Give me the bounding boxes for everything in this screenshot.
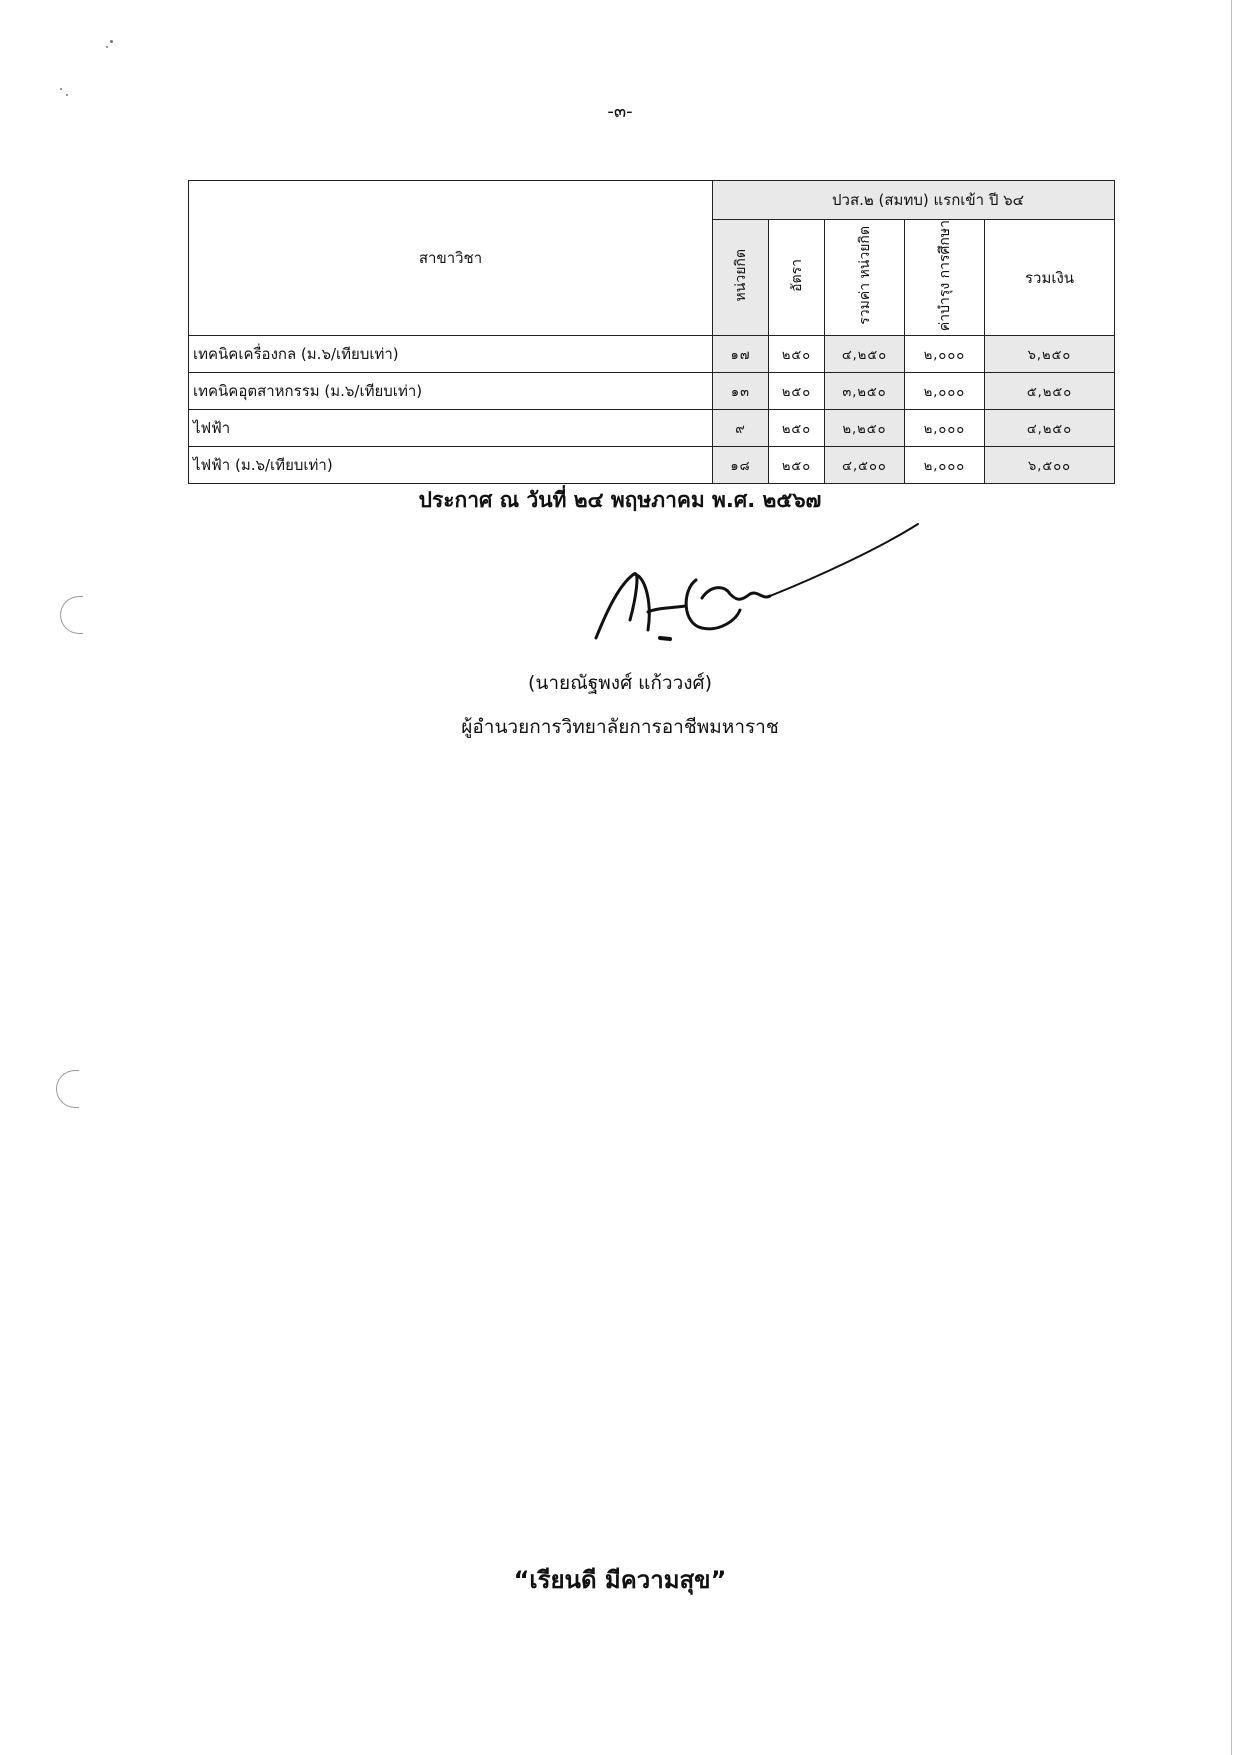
credits-cell: ๑๗ [713,336,769,373]
scan-speck [106,46,108,48]
announcement-date: ประกาศ ณ วันที่ ๒๔ พฤษภาคม พ.ศ. ๒๕๖๗ [418,488,822,512]
maintenance-column-header: ค่าบำรุง การศึกษา [905,220,985,336]
subject-cell: ไฟฟ้า (ม.๖/เทียบเท่า) [189,447,713,484]
motto: “เรียนดี มีความสุข” [513,1566,727,1594]
scan-speck [110,40,113,43]
maintenance-cell: ๒,๐๐๐ [905,336,985,373]
fee-table [188,180,1115,484]
maintenance-cell: ๒,๐๐๐ [905,410,985,447]
total-cell: ๔,๒๕๐ [985,410,1115,447]
credits-cell: ๙ [713,410,769,447]
credit-total-cell: ๔,๕๐๐ [825,447,905,484]
credits-cell: ๑๘ [713,447,769,484]
binder-hole-mark [56,1070,79,1108]
maintenance-cell: ๒,๐๐๐ [905,373,985,410]
binder-hole-mark [60,596,83,634]
table-row [189,336,1115,373]
rate-cell: ๒๕๐ [769,410,825,447]
credit-total-column-header: รวมค่า หน่วยกิต [825,220,905,336]
credits-cell: ๑๓ [713,373,769,410]
subject-column-header: สาขาวิชา [189,181,713,336]
table-row [189,447,1115,484]
total-column-header: รวมเงิน [985,220,1115,336]
rate-cell: ๒๕๐ [769,336,825,373]
total-cell: ๖,๕๐๐ [985,447,1115,484]
credits-column-header: หน่วยกิต [713,220,769,336]
signature-image [590,520,930,670]
table-row [189,373,1115,410]
page-number: -๓- [607,101,633,122]
table-header-row [189,181,1115,220]
scan-speck [60,88,62,90]
maintenance-cell: ๒,๐๐๐ [905,447,985,484]
subject-cell: ไฟฟ้า [189,410,713,447]
total-cell: ๖,๒๕๐ [985,336,1115,373]
table-row [189,410,1115,447]
credit-total-cell: ๔,๒๕๐ [825,336,905,373]
scan-speck [66,94,68,96]
subject-cell: เทคนิคอุตสาหกรรม (ม.๖/เทียบเท่า) [189,373,713,410]
rate-column-header: อัตรา [769,220,825,336]
total-cell: ๕,๒๕๐ [985,373,1115,410]
group-column-header: ปวส.๒ (สมทบ) แรกเข้า ปี ๖๔ [713,181,1115,220]
rate-cell: ๒๕๐ [769,447,825,484]
rate-cell: ๒๕๐ [769,373,825,410]
subject-cell: เทคนิคเครื่องกล (ม.๖/เทียบเท่า) [189,336,713,373]
credit-total-cell: ๒,๒๕๐ [825,410,905,447]
credit-total-cell: ๓,๒๕๐ [825,373,905,410]
signer-name: (นายณัฐพงศ์ แก้ววงศ์) [527,672,713,694]
scan-edge-line [1231,0,1232,1755]
signer-title: ผู้อำนวยการวิทยาลัยการอาชีพมหาราช [461,716,779,738]
